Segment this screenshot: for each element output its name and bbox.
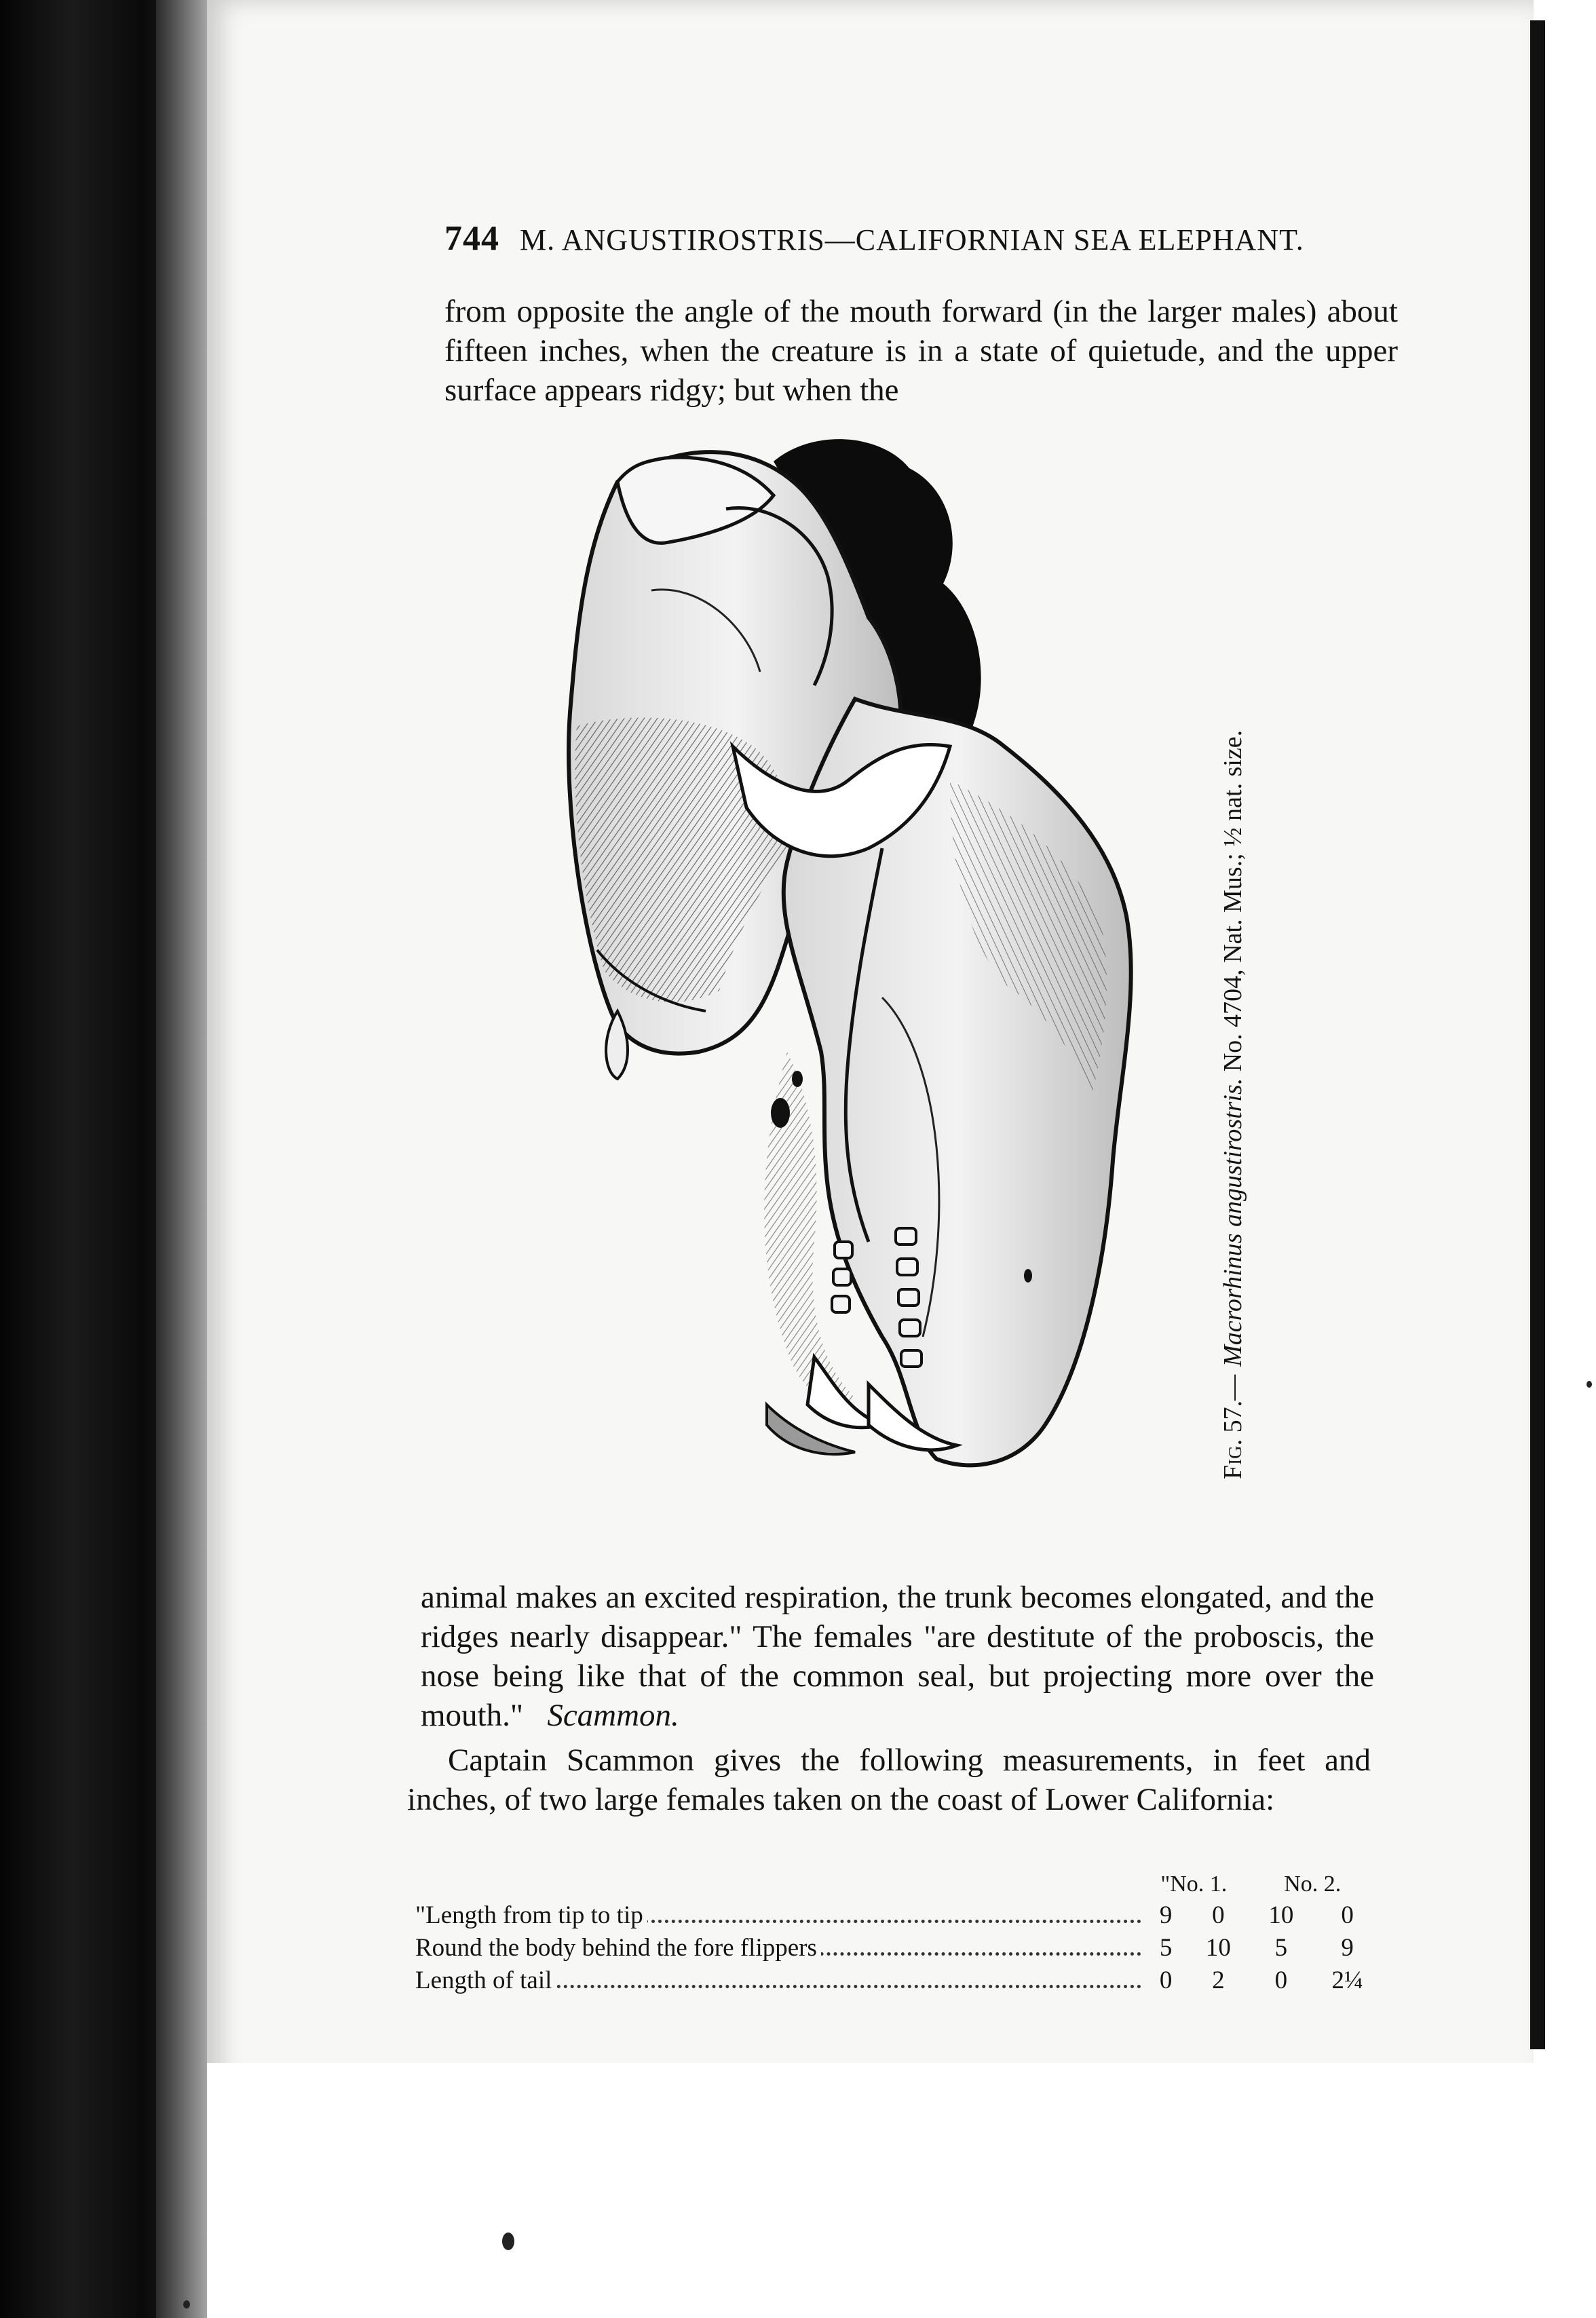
scan-speck (1586, 1381, 1592, 1388)
cell-no1-feet: 0 (1159, 1966, 1173, 1994)
cell-no2-inches: 9 (1341, 1934, 1354, 1962)
scan-speck (502, 2232, 514, 2250)
row-label: "Length from tip to tip (415, 1901, 647, 1929)
paragraph-measurements-intro: Captain Scammon gives the following measurements, in feet and inches, of two large females taken on the coast of Lower California: (407, 1743, 1371, 1817)
running-title: M. ANGUSTIROSTRIS—CALIFORNIAN SEA ELEPHANT. (520, 223, 1304, 256)
header-no-1: "No. 1. (1160, 1872, 1228, 1897)
paragraph-quote (421, 1578, 1374, 1735)
running-header (444, 218, 1408, 259)
figure-caption (1218, 529, 1248, 1479)
cell-no1-feet: 5 (1159, 1934, 1173, 1962)
table-row (415, 1962, 1379, 1995)
row-label: Length of tail (415, 1966, 556, 1994)
cell-no2-feet: 5 (1274, 1934, 1288, 1962)
facing-page-edge (1530, 20, 1545, 2049)
header-no-2: No. 2. (1284, 1872, 1342, 1897)
cell-no1-inches: 10 (1205, 1934, 1231, 1962)
page-margin-bottom (207, 2063, 1537, 2318)
table-header-row (415, 1865, 1379, 1897)
cell-no1-feet: 9 (1159, 1901, 1173, 1929)
page-number: 744 (444, 219, 499, 258)
scan-speck (183, 2300, 190, 2308)
quote-text: animal makes an excited respiration, the trunk becomes elongated, and the ridges nearly disappear." The females "are destitute of the proboscis, the nose being like that of the common seal, but projecting more over the mouth." (421, 1580, 1374, 1733)
figure-species: Macrorhinus angustirostris. (1219, 1078, 1247, 1367)
figure-specimen: No. 4704, Nat. Mus.; ½ nat. size. (1219, 729, 1247, 1072)
quote-author: Scammon. (547, 1698, 679, 1733)
row-label: Round the body behind the fore flippers (415, 1934, 821, 1962)
cell-no2-feet: 10 (1268, 1901, 1294, 1929)
measurements-table (415, 1865, 1379, 1995)
table-row (415, 1930, 1379, 1962)
cell-no2-feet: 0 (1274, 1966, 1288, 1994)
skull-figure (529, 428, 1330, 1588)
cell-no2-inches: 0 (1341, 1901, 1354, 1929)
figure-label: Fig. 57.— (1219, 1374, 1247, 1479)
cell-no2-inches: 2¼ (1331, 1966, 1363, 1994)
paragraph-intro: from opposite the angle of the mouth forward (in the larger males) about fifteen inches, when the creature is in a state of quietude, and the upper surface appears ridgy; but when the (444, 294, 1398, 408)
cell-no1-inches: 0 (1212, 1901, 1225, 1929)
cell-no1-inches: 2 (1212, 1966, 1225, 1994)
table-row (415, 1897, 1379, 1930)
skull-illustration-icon (529, 428, 1330, 1588)
